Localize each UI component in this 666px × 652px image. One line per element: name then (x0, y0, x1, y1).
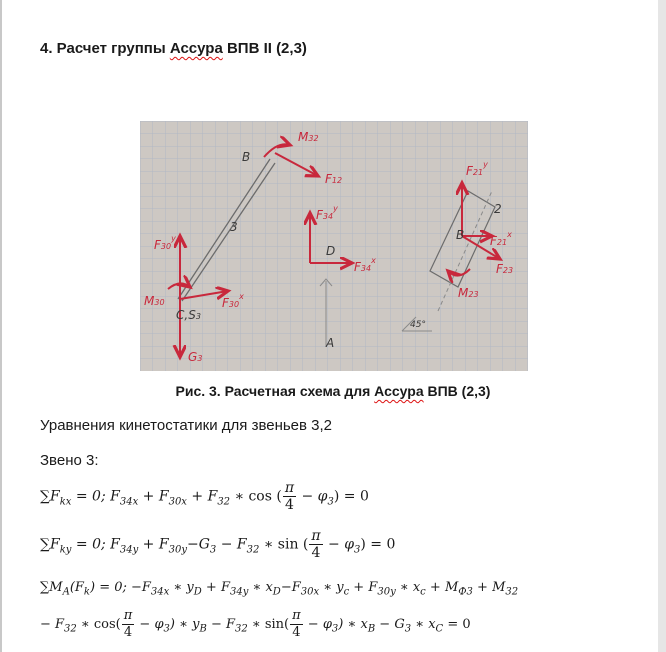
label-cs: C,S3 (176, 308, 201, 322)
label-d: D (326, 244, 336, 258)
label-f21y: F21$^y$ (466, 160, 488, 178)
spellcheck-word: Ассура (169, 40, 223, 57)
spellcheck-word: Ассура (374, 383, 424, 399)
label-b: B (242, 150, 251, 164)
label-g3: G3 (188, 350, 203, 364)
label-f34x: F34$^x$ (354, 256, 376, 274)
label-f23: F23 (496, 262, 514, 276)
label-f30y: F30$^y$ (154, 234, 176, 252)
equation-moment-cont: − $F_{32}$ ∗ cos( $\frac{\pi}{4}$ − $\varphi_3$) ∗ $y_B - F_{32}$ ∗ sin( $\frac{\pi}{4}$ − $\varphi_3$) ∗ $x_B - G_3$ ∗ $x_C = 0$ (40, 608, 471, 640)
label-m32: M32 (298, 130, 319, 144)
label-b2: B (456, 228, 465, 242)
equation-moment: $\sum M_A(F_k) = 0$; $-F_{34x}$ ∗ $y_D + F_{34y}$ ∗ $x_D-F_{30x}$ ∗ $y_c + F_{30y}$ ∗ $x_c + M_{Ф3} + M_{32}$ (40, 580, 519, 598)
intro-text: Уравнения кинетостатики для звеньев 3,2 (40, 417, 333, 434)
label-a: A (326, 336, 335, 350)
link-3-heading: Звено 3: (40, 452, 99, 469)
scheme-photo (140, 121, 528, 371)
label-link-3: 3 (230, 220, 238, 234)
equation-fy: $\sum F_{ky} = 0$; $F_{34y} + F_{30y}-G_3 - F_{32}$ ∗ sin ( $\frac{\pi}{4}$ − $\varphi_3) = 0$ (40, 528, 396, 561)
label-link-2: 2 (494, 202, 502, 216)
label-f21x: F21$^x$ (490, 230, 512, 248)
label-f34y: F34$^y$ (316, 204, 338, 222)
label-f30x: F30$^x$ (222, 292, 244, 310)
equation-fx: $\sum F_{kx} = 0$; $F_{34x} + F_{30x} + F_{32}$ ∗ cos ( $\frac{\pi}{4}$ − $\varphi_3) = 0$ (40, 480, 369, 513)
figure-caption: Рис. 3. Расчетная схема для Ассура ВПВ (2,3) (175, 383, 491, 399)
label-angle: 45° (410, 320, 426, 330)
label-m23: M23 (458, 286, 479, 300)
section-heading: 4. Расчет группы Ассура ВПВ II (2,3) (40, 40, 307, 57)
label-f12: F12 (325, 172, 343, 186)
page-left-edge (0, 0, 2, 652)
label-m30: M30 (144, 294, 165, 308)
page-right-edge (658, 0, 666, 652)
scheme-drawing (140, 121, 528, 371)
